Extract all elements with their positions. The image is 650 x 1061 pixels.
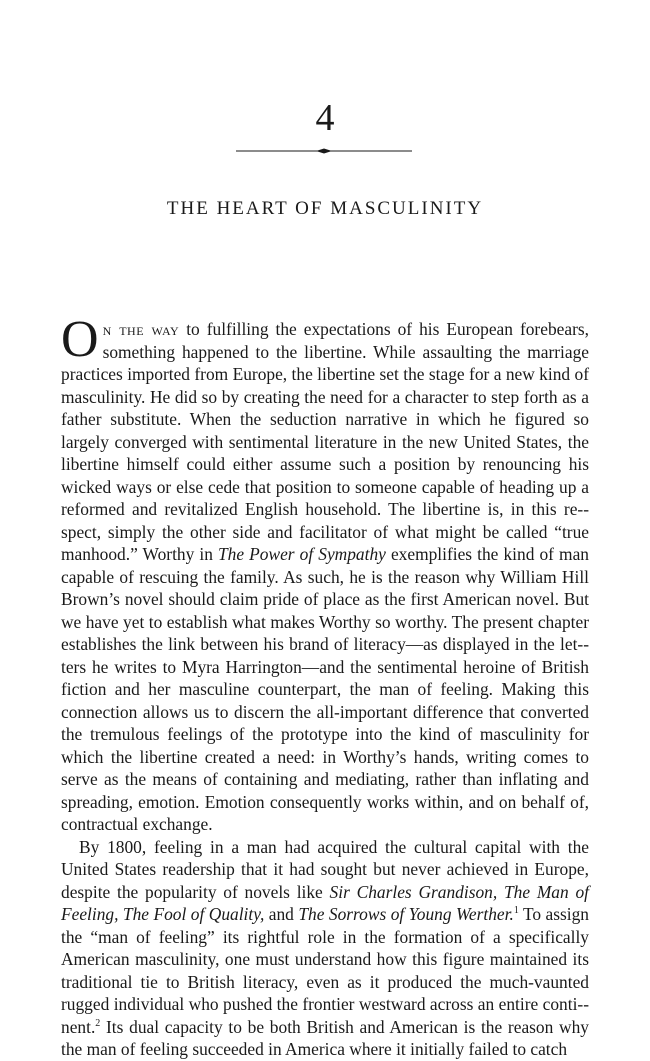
footnote-ref-1[interactable]: 1: [513, 905, 519, 917]
paragraph-1-text-a: to fulfilling the expectations of his European forebears, something happened to the libertine. While assaulting the marriage practices imported from Europe, the libertine set the stage for a new kind of masculinity. He did so by creating the need for a character to step forth as a father substitute. When the seduction narrative in which he figured so largely converged with sentimental literature in the new United States, the libertine himself could either assume such a position by renouncing his wicked ways or else cede that position to someone capable of heading up a reformed and revitalized English household. The libertine is, in this re-spect, simply the other side and facilitator of what might be called “true manhood.” Worthy in: [61, 319, 589, 564]
footnote-ref-2[interactable]: 2: [95, 1017, 101, 1029]
paragraph-2: [61, 836, 589, 1061]
drop-cap: O: [61, 311, 99, 368]
paragraph-2-text-b: and: [264, 904, 299, 924]
chapter-ornament: [236, 148, 412, 154]
chapter-title: THE HEART OF MASCULINITY: [166, 198, 484, 219]
paragraph-2-text-c: To assign the “man of feeling” its rightful role in the formation of a specifically American masculinity, one must understand how this figure maintained its traditional tie to British literacy, even as it produced the much-vaunted rugged individual who pushed the frontier westward across an entire conti-nent.: [61, 904, 589, 1037]
chapter-number: 4: [315, 97, 335, 139]
lead-in: n the way: [102, 319, 180, 339]
paragraph-1: [61, 311, 589, 836]
book-title-werther: The Sorrows of Young Werther.: [298, 904, 514, 924]
paragraph-2-text-a: By 1800, feeling in a man had acquired the cultural capital with the United States readership that it had sought but never achieved in Europe, despite the popularity of novels like: [61, 836, 589, 902]
paragraph-1-text-b: exemplifies the kind of man capable of rescuing the family. As such, he is the reason why William Hill Brown’s novel should claim pride of place as the first American novel. But we have yet to establish what makes Worthy so worthy. The present chapter establishes the link between his brand of literacy—as displayed in the let-ters he writes to Myra Harrington—and the sentimental heroine of British fiction and her masculine counterpart, the man of feeling. Making this connection allows us to discern the all-important difference that converted the tremulous feelings of the prototype into the kind of masculinity for which the libertine created a need: in Worthy’s hands, writing comes to serve as the means of containing and mediating, rather than inflating and spreading, emotion. Emotion consequently works within, and on behalf of, contractual exchange.: [61, 544, 589, 834]
book-title-power-of-sympathy: The Power of Sympathy: [217, 544, 386, 564]
paragraph-2-text-d: Its dual capacity to be both British and American is the reason why the man of feeling succeeded in America where it initially failed to catch: [61, 1016, 589, 1059]
body-text: [61, 311, 589, 1061]
book-titles-list: Sir Charles Grandison, The Man of Feeling, The Fool of Quality,: [61, 881, 589, 924]
